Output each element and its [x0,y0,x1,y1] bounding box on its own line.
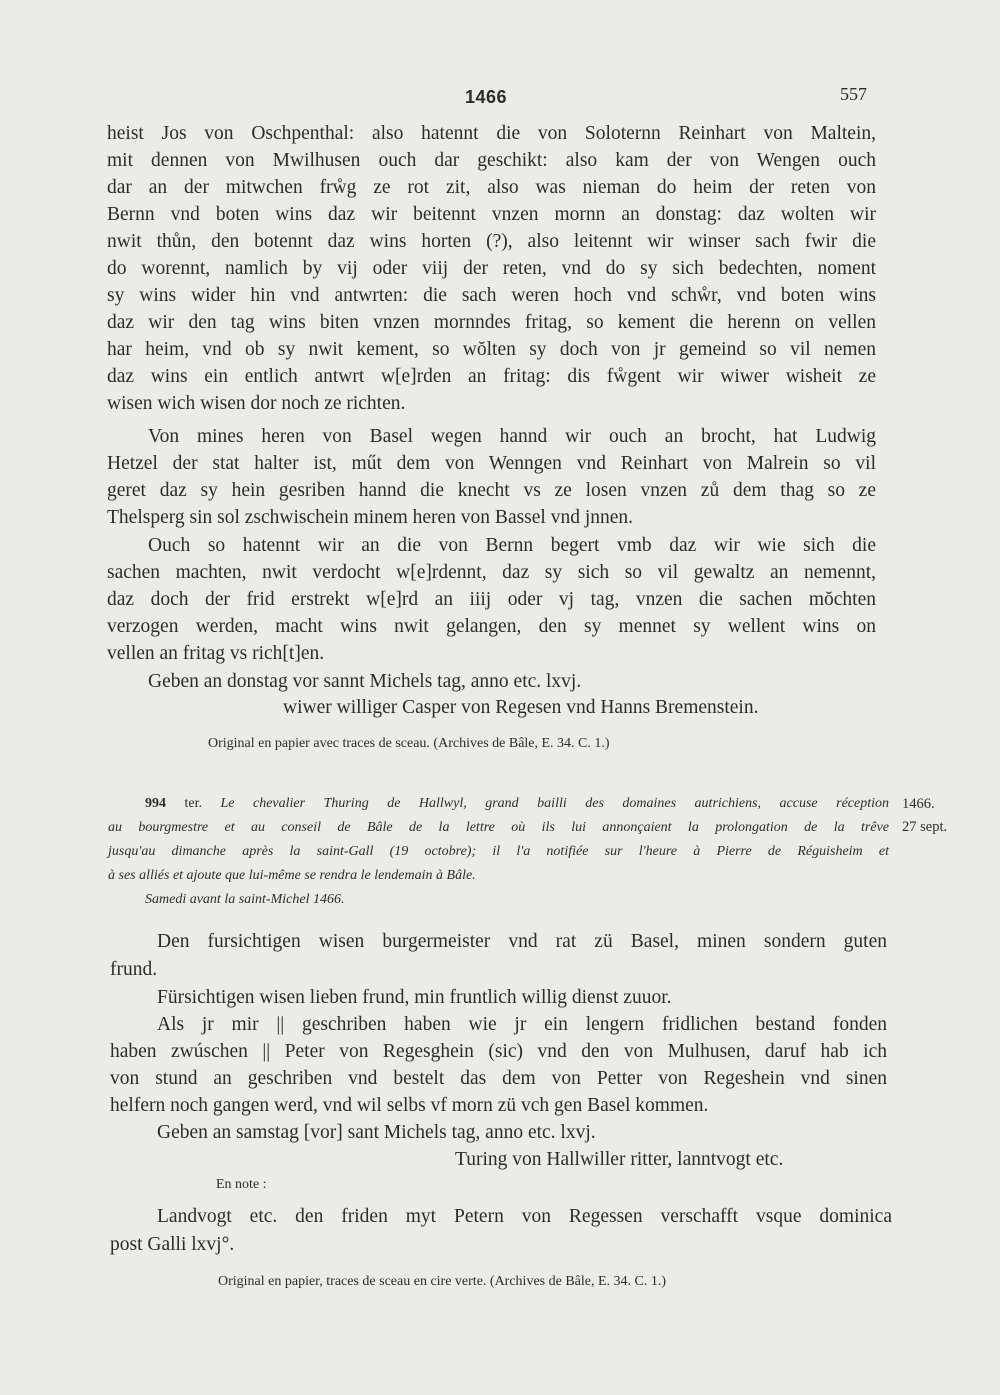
doc-summary-date: Samedi avant la saint-Michel 1466. [145,892,345,907]
letter-1-line: wisen wich wisen dor noch ze richten. [107,393,406,414]
letter-1-line: do worennt, namlich by vij oder viij der reten, vnd do sy sich bedechten, noment [107,258,876,279]
letter-1-source-note: Original en papier avec traces de sceau. (Archives de Bâle, E. 34. C. 1.) [208,736,610,751]
margin-date: 27 sept. [902,819,948,835]
letter-1-line: dar an der mitwchen frẘg ze rot zit, also was nieman do heim der reten von [107,177,876,198]
letter-2-address: Den fursichtigen wisen burgermeister vnd rat zü Basel, minen sondern guten [157,931,887,952]
page-number: 557 [840,84,867,104]
doc-summary-line: à ses alliés et ajoute que lui-même se rendra le lendemain à Bâle. [108,868,476,883]
letter-2-address-end: frund. [110,959,158,980]
letter-1-line: Hetzel der stat halter ist, műt dem von Wenngen vnd Reinhart von Malrein so vil [107,453,876,474]
letter-1-signature: wiwer williger Casper von Regesen vnd Hanns Bremenstein. [283,697,759,718]
doc-summary-line-1: 994 ter. Le chevalier Thuring de Hallwyl, grand bailli des domaines autrichiens, accuse réception [145,796,889,811]
letter-1-line: heist Jos von Oschpenthal: also hatennt die von Soloternn Reinhart von Maltein, [107,123,876,144]
letter-1-line: daz wins ein entlich antwrt w[e]rden an fritag: dis fẘgent wir wiwer wisheit ze [107,366,876,387]
letter-1-line: sy wins wider hin vnd antwrten: die sach weren hoch vnd schẘr, vnd boten wins [107,285,876,306]
letter-1-date: Geben an donstag vor sannt Michels tag, anno etc. lxvj. [148,671,582,692]
letter-2-signature: Turing von Hallwiller ritter, lanntvogt etc. [455,1149,784,1170]
letter-2-line: helfern noch gangen werd, vnd wil selbs vf morn zü vch gen Basel kommen. [110,1095,709,1116]
letter-1-line: vellen an fritag vs rich[t]en. [107,643,325,664]
letter-1-line: verzogen werden, macht wins nwit gelangen, den sy mennet sy wellent wins on [107,616,876,637]
letter-1-line: Thelsperg sin sol zschwischein minem heren von Bassel vnd jnnen. [107,507,634,528]
margin-year: 1466. [902,796,935,812]
letter-2-line: Als jr mir || geschriben haben wie jr ein lengern fridlichen bestand fonden [157,1014,887,1035]
letter-1-line: Bernn vnd boten wins daz wir beitennt vnzen mornn an donstag: daz wolten wir [107,204,876,225]
letter-1-line: daz doch der frid erstrekt w[e]rd an iiij oder vj tag, vnzen die sachen mŏchten [107,589,876,610]
doc-source-note: Original en papier, traces de sceau en cire verte. (Archives de Bâle, E. 34. C. 1.) [218,1274,667,1289]
letter-1-line: daz wir den tag wins biten vnzen mornndes fritag, so kement die herenn on vellen [107,312,876,333]
note-line: Landvogt etc. den friden myt Petern von Regessen verschafft vsque dominica [157,1206,892,1227]
letter-1-line: Von mines heren von Basel wegen hannd wir ouch an brocht, hat Ludwig [148,426,876,447]
doc-summary-line: au bourgmestre et au conseil de Bâle de la lettre où ils lui annonçaient la prolongation de la trêve [108,820,889,835]
letter-1-line: Ouch so hatennt wir an die von Bernn begert vmb daz wir wie sich die [148,535,876,556]
letter-2-line: von stund an geschriben vnd bestelt das dem von Petter von Regeshein vnd sinen [110,1068,887,1089]
note-line: post Galli lxvj°. [110,1234,235,1255]
doc-number: 994 ter. [145,796,202,811]
doc-summary-line: jusqu'au dimanche après la saint-Gall (19 octobre); il l'a notifiée sur l'heure à Pierre de Réguisheim et [108,844,889,859]
letter-1-line: har heim, vnd ob sy nwit kement, so wŏlten sy doch von jr gemeind so vil nemen [107,339,876,360]
letter-1-line: nwit thůn, den botennt daz wins horten (?), also leitennt wir winser sach fwir die [107,231,876,252]
letter-2-date: Geben an samstag [vor] sant Michels tag, anno etc. lxvj. [157,1122,596,1143]
letter-2-line: haben zwúschen || Peter von Regesghein (sic) vnd den von Mulhusen, daruf hab ich [110,1041,887,1062]
letter-1-line: geret daz sy hein gesriben hannd die knecht vs ze losen vnzen zů dem thag so ze [107,480,876,501]
page-header-year: 1466 [465,87,508,107]
letter-1-line: sachen machten, nwit verdocht w[e]rdennt, daz sy sich so vil gewaltz an nemennt, [107,562,876,583]
letter-1-line: mit dennen von Mwilhusen ouch dar geschikt: also kam der von Wengen ouch [107,150,876,171]
letter-2-salutation: Fürsichtigen wisen lieben frund, min fruntlich willig dienst zuuor. [157,987,672,1008]
note-label: En note : [216,1177,267,1192]
